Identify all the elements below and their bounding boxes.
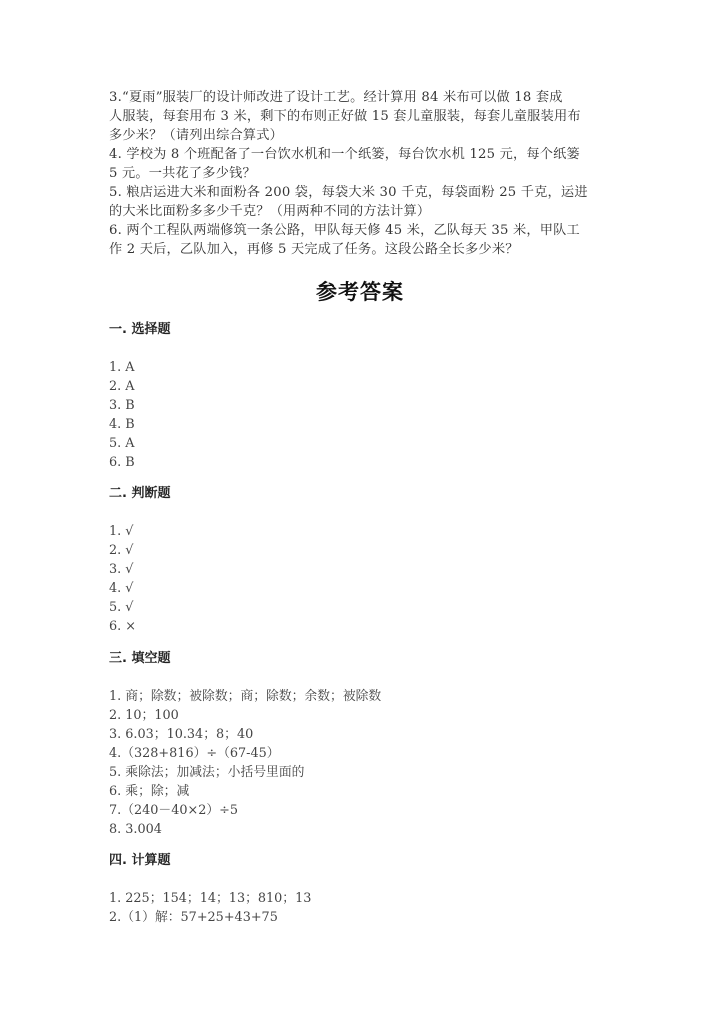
answer-item: 6. B [109, 455, 135, 470]
answer-item: 6. 乘；除；减 [109, 784, 190, 799]
answer-item: 5. √ [109, 600, 134, 615]
section-multiple-choice [109, 320, 609, 472]
section-calculation [109, 851, 609, 927]
answer-item: 5. 乘除法；加减法；小括号里面的 [109, 765, 305, 780]
answer-item: 8. 3.004 [109, 822, 162, 837]
answer-item: 4. √ [109, 581, 134, 596]
answer-item: 1. 商；除数；被除数；商；除数；余数；被除数 [109, 689, 382, 704]
answer-item: 2. √ [109, 543, 134, 558]
answer-item: 6. × [109, 619, 136, 634]
word-problems [109, 88, 619, 259]
answer-item: 7.（240－40×2）÷5 [109, 803, 239, 818]
answer-item: 2.（1）解：57+25+43+75 [109, 910, 278, 925]
section-heading: 四. 计算题 [109, 853, 171, 868]
answer-key-title: 参考答案 [316, 280, 404, 304]
section-heading: 一. 选择题 [109, 322, 171, 337]
section-heading: 三. 填空题 [109, 651, 171, 666]
answer-item: 4.（328+816）÷（67-45） [109, 746, 280, 761]
answer-item: 3. √ [109, 562, 134, 577]
answer-item: 4. B [109, 417, 135, 432]
answer-item: 1. √ [109, 524, 134, 539]
answer-item: 2. 10；100 [109, 708, 179, 723]
answer-item: 3. B [109, 398, 135, 413]
answer-list [109, 889, 609, 927]
problem-line: 4. 学校为 8 个班配备了一台饮水机和一个纸篓，每台饮水机 125 元，每个纸篓 [109, 147, 580, 162]
answer-item: 5. A [109, 436, 135, 451]
answer-item: 2. A [109, 379, 135, 394]
problem-line: 多少米？（请列出综合算式） [109, 128, 284, 143]
problem-line: 作 2 天后，乙队加入，再修 5 天完成了任务。这段公路全长多少米？ [109, 242, 519, 257]
problem-line: 的大米比面粉多多少千克？（用两种不同的方法计算） [109, 204, 431, 219]
problem-line: 5 元。一共花了多少钱？ [109, 166, 256, 181]
answer-list [109, 687, 609, 839]
problem-4 [109, 145, 619, 183]
answer-list [109, 522, 609, 636]
answer-list [109, 358, 609, 472]
problem-5 [109, 183, 619, 221]
section-true-false [109, 484, 609, 636]
section-fill-in-blank [109, 649, 609, 839]
problem-3 [109, 88, 619, 145]
section-heading: 二. 判断题 [109, 486, 171, 501]
problem-6 [109, 221, 619, 259]
answer-item: 1. A [109, 360, 135, 375]
answer-item: 3. 6.03；10.34；8；40 [109, 727, 254, 742]
answer-item: 1. 225；154；14；13；810；13 [109, 891, 312, 906]
problem-line: 人服装，每套用布 3 米，剩下的布则正好做 15 套儿童服装，每套儿童服装用布 [109, 109, 581, 124]
problem-line: 3.“夏雨”服装厂的设计师改进了设计工艺。经计算用 84 米布可以做 18 套成 [109, 90, 563, 105]
problem-line: 5. 粮店运进大米和面粉各 200 袋，每袋大米 30 千克，每袋面粉 25 千克，运进 [109, 185, 588, 200]
problem-line: 6. 两个工程队两端修筑一条公路，甲队每天修 45 米，乙队每天 35 米，甲队工 [109, 223, 580, 238]
